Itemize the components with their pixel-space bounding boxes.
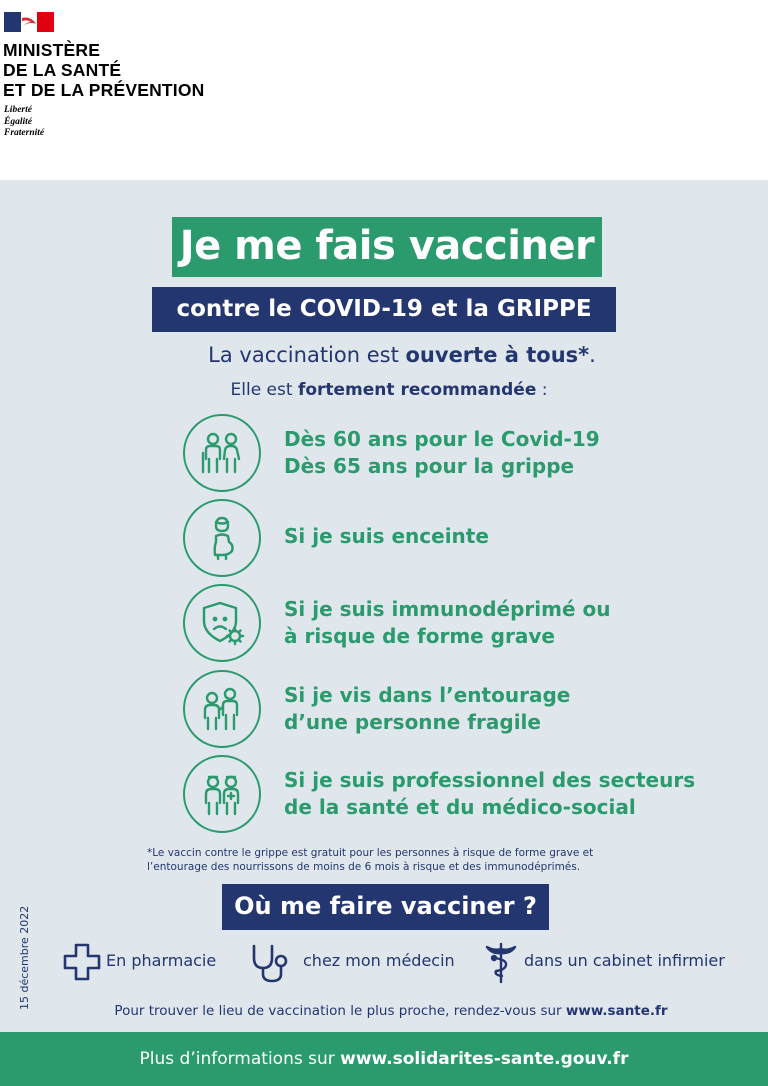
motto-line: Liberté	[4, 105, 32, 115]
criterion-line: Si je suis immunodéprimé ou	[284, 597, 611, 621]
criterion-age	[183, 414, 743, 494]
criterion-text	[284, 523, 489, 550]
criterion-text	[284, 596, 610, 650]
recommendation-text	[0, 380, 768, 400]
recommend-bold: fortement recommandée	[297, 380, 537, 400]
intro-bold: ouverte à tous*	[405, 343, 590, 367]
place-nurse	[484, 940, 744, 984]
vaccination-places	[0, 940, 768, 984]
motto-line: Fraternité	[4, 128, 45, 138]
intro-text: La vaccination est	[208, 343, 406, 367]
criterion-line: à risque de forme grave	[284, 624, 555, 648]
solidarites-sante-link[interactable]: www.solidarites-sante.gouv.fr	[340, 1049, 629, 1069]
recommend-text: Elle est	[230, 380, 298, 400]
place-label: dans un cabinet infirmier	[524, 951, 725, 970]
criterion-icon-circle	[183, 414, 261, 492]
poster-subtitle: contre le COVID-19 et la GRIPPE	[152, 287, 616, 332]
marianne-logo	[4, 12, 54, 32]
find-location-text	[0, 1003, 768, 1019]
place-label: chez mon médecin	[303, 951, 455, 970]
health-professionals-icon	[198, 770, 246, 818]
pharmacy-cross-icon	[62, 942, 102, 982]
criterion-immunocompromised	[183, 584, 743, 664]
find-text: Pour trouver le lieu de vaccination le plus proche, rendez-vous sur	[114, 1003, 566, 1019]
where-title: Où me faire vacciner ?	[222, 884, 549, 930]
place-pharmacy	[62, 940, 232, 984]
motto-line: Égalité	[4, 116, 32, 127]
vaccination-open-text	[0, 343, 768, 367]
publication-date: 15 décembre 2022	[18, 905, 31, 1010]
criterion-icon-circle	[183, 670, 261, 748]
info-footer	[0, 1032, 768, 1086]
pregnant-woman-icon	[198, 514, 246, 562]
criterion-line: Si je suis enceinte	[284, 524, 489, 548]
stethoscope-icon	[250, 942, 298, 984]
criterion-icon-circle	[183, 499, 261, 577]
footnote-line: l’entourage des nourrissons de moins de 6 mois à risque et des immunodéprimés.	[147, 861, 581, 873]
caduceus-icon	[484, 942, 518, 984]
criterion-text	[284, 682, 570, 736]
intro-suffix: .	[589, 343, 596, 367]
poster-title: Je me fais vacciner	[172, 217, 602, 277]
seniors-icon	[198, 429, 246, 477]
criterion-pregnant	[183, 499, 743, 579]
criterion-line: Dès 60 ans pour le Covid-19	[284, 427, 600, 451]
ministry-line: MINISTÈRE	[3, 40, 101, 60]
criterion-text	[284, 426, 600, 480]
ministry-header	[0, 0, 768, 180]
criterion-icon-circle	[183, 584, 261, 662]
ministry-line: DE LA SANTÉ	[3, 60, 122, 80]
shield-virus-icon	[198, 599, 246, 647]
criterion-line: d’une personne fragile	[284, 710, 541, 734]
criterion-line: de la santé et du médico-social	[284, 795, 636, 819]
sante-link[interactable]: www.sante.fr	[565, 1003, 668, 1019]
ministry-line: ET DE LA PRÉVENTION	[3, 80, 205, 100]
footer-text: Plus d’informations sur	[139, 1049, 341, 1069]
criterion-entourage	[183, 670, 743, 750]
criterion-line: Si je suis professionnel des secteurs	[284, 768, 696, 792]
place-label: En pharmacie	[106, 951, 217, 970]
criterion-professional	[183, 755, 743, 835]
caregiver-icon	[198, 685, 246, 733]
criterion-line: Dès 65 ans pour la grippe	[284, 454, 575, 478]
criterion-text	[284, 767, 695, 821]
footnote	[147, 846, 593, 874]
footnote-line: *Le vaccin contre le grippe est gratuit pour les personnes à risque de forme grave et	[147, 847, 594, 859]
criterion-icon-circle	[183, 755, 261, 833]
criterion-line: Si je vis dans l’entourage	[284, 683, 571, 707]
place-doctor	[250, 940, 480, 984]
recommend-suffix: :	[536, 380, 548, 400]
ministry-name	[3, 40, 205, 100]
republic-motto	[4, 105, 44, 140]
